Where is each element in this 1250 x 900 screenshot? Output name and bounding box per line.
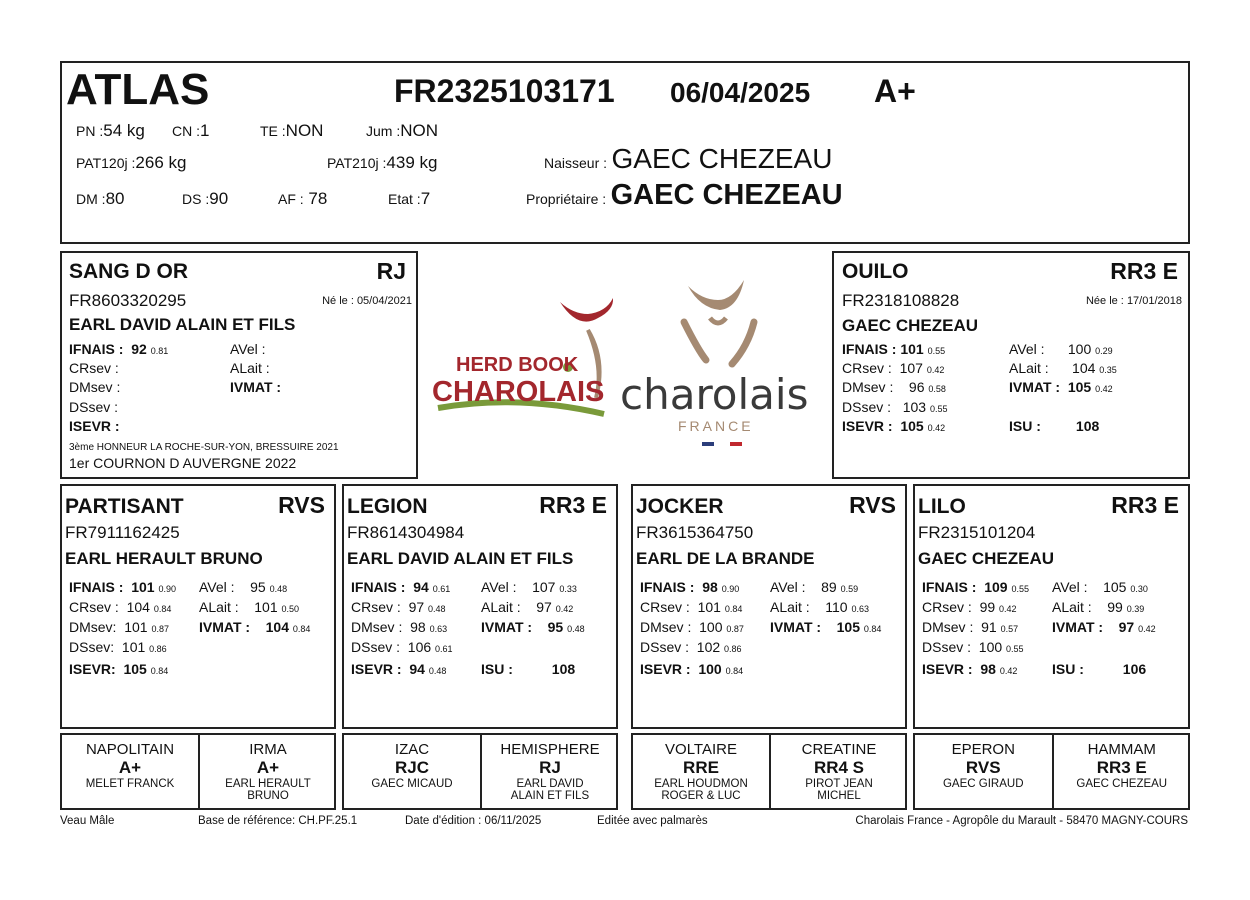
pat210-field: PAT210j :439 kg [327, 153, 438, 172]
grandparent-name: LEGION [347, 495, 428, 518]
charolais-word: charolais [620, 370, 809, 419]
grandparent-card [342, 484, 618, 729]
sire-alait: ALait : [230, 360, 270, 376]
great-grandparent-name: HEMISPHERE [500, 741, 600, 758]
great-grandparent-owner: GAEC CHEZEAU [1076, 778, 1168, 790]
footer-palmares: Editée avec palmarès [597, 815, 708, 827]
great-grandparent-owner: GAEC GIRAUD [942, 778, 1024, 790]
sire-birth: Né le : 05/04/2021 [322, 295, 412, 307]
pat120-field: PAT120j :266 kg [76, 153, 187, 172]
great-grandparent-name: EPERON [951, 741, 1015, 758]
grandparent-rank: RR3 E [539, 492, 607, 518]
grandparent-owner: EARL HERAULT BRUNO [65, 549, 263, 568]
grandparent-isevr: ISEVR : 98 0.42 [922, 661, 1018, 677]
grandparent-ifnais: IFNAIS : 101 0.90 [69, 579, 177, 595]
pn-field: PN :54 kg [76, 121, 145, 140]
great-grandparent [915, 741, 1052, 790]
grandparent-ivmat: IVMAT : 105 0.84 [770, 619, 882, 635]
great-grandparent-name: VOLTAIRE [665, 741, 737, 758]
great-grandparent [200, 741, 336, 802]
great-grandparent [482, 741, 618, 802]
great-grandparent-owner-2: MICHEL [817, 790, 861, 802]
france-word: FRANCE [678, 418, 754, 434]
grandparent-id: FR3615364750 [636, 523, 754, 542]
great-grandparent-rank: RR3 E [1096, 758, 1147, 777]
grandparent-card [631, 484, 907, 729]
dam-isevr: ISEVR : 105 0.42 [842, 418, 946, 434]
grandparent-isu: ISU : 108 [481, 661, 576, 677]
grandparent-alait: ALait : 110 0.63 [770, 599, 870, 615]
great-grandparent-owner: EARL DAVID [516, 778, 584, 790]
grandparent-avel: AVel : 95 0.48 [199, 579, 288, 595]
grandparent-isu: ISU : 106 [1052, 661, 1147, 677]
dam-crsev: CRsev : 107 0.42 [842, 360, 945, 376]
sire-palmares-2: 1er COURNON D AUVERGNE 2022 [69, 455, 297, 471]
dam-isu: ISU : 108 [1009, 418, 1100, 434]
grandparent-ivmat: IVMAT : 95 0.48 [481, 619, 585, 635]
charolais-france-logo [620, 278, 825, 453]
herd-book-logo [428, 290, 623, 425]
great-grandparent-rank: RJ [539, 758, 561, 777]
grandparent-dmsev: DMsev : 100 0.87 [640, 619, 744, 635]
grandparent-name: LILO [918, 495, 966, 518]
grandparent-isevr: ISEVR: 105 0.84 [69, 661, 169, 677]
animal-birth-date: 06/04/2025 [670, 77, 811, 108]
grandparent-id: FR7911162425 [65, 523, 180, 542]
dam-ivmat: IVMAT : 105 0.42 [1009, 379, 1113, 395]
footer-base: Base de référence: CH.PF.25.1 [198, 815, 358, 827]
grandparent-card [913, 484, 1190, 729]
grandparent-id: FR8614304984 [347, 523, 465, 542]
grandparent-avel: AVel : 105 0.30 [1052, 579, 1148, 595]
dam-dssev: DSsev : 103 0.55 [842, 399, 948, 415]
sire-name: SANG D OR [69, 260, 189, 283]
great-grandparent-name: NAPOLITAIN [85, 741, 175, 758]
sire-id: FR8603320295 [69, 291, 187, 310]
animal-grade: A+ [874, 73, 916, 109]
great-grandparent [62, 741, 198, 790]
cn-field: CN :1 [172, 121, 210, 140]
great-grandparent-name: CREATINE [801, 741, 877, 758]
great-grandparent-name: IZAC [394, 741, 430, 758]
grandparent-dssev: DSsev : 100 0.55 [922, 639, 1024, 655]
grandparent-dmsev: DMsev : 98 0.63 [351, 619, 448, 635]
jum-field: Jum :NON [366, 121, 439, 140]
proprietaire-field: Propriétaire : GAEC CHEZEAU [526, 179, 843, 211]
great-grandparent-owner-2: BRUNO [247, 790, 289, 802]
animal-id: FR2325103171 [394, 73, 615, 109]
great-grandparent-rank: A+ [256, 758, 280, 777]
great-grandparent-group [60, 733, 336, 810]
grandparent-crsev: CRsev : 101 0.84 [640, 599, 743, 615]
sire-avel: AVel : [230, 341, 266, 357]
dam-rank: RR3 E [1110, 258, 1178, 284]
grandparent-dssev: DSsev : 102 0.86 [640, 639, 742, 655]
great-grandparent-owner: MELET FRANCK [85, 778, 175, 790]
dam-ifnais: IFNAIS : 101 0.55 [842, 341, 946, 357]
animal-header [60, 61, 1190, 244]
great-grandparent [1054, 741, 1191, 790]
dm-field: DM :80 [76, 189, 125, 208]
charolais-herdbook-text: CHAROLAIS [432, 376, 605, 408]
animal-name: ATLAS [66, 65, 210, 114]
af-field: AF : 78 [278, 189, 328, 208]
grandparent-isevr: ISEVR : 94 0.48 [351, 661, 447, 677]
sire-palmares-1: 3ème HONNEUR LA ROCHE-SUR-YON, BRESSUIRE 2021 [69, 442, 339, 453]
grandparent-ivmat: IVMAT : 104 0.84 [199, 619, 311, 635]
grandparent-alait: ALait : 97 0.42 [481, 599, 574, 615]
great-grandparent-rank: A+ [118, 758, 142, 777]
grandparent-isevr: ISEVR : 100 0.84 [640, 661, 744, 677]
te-field: TE :NON [260, 121, 324, 140]
grandparent-dssev: DSsev : 106 0.61 [351, 639, 453, 655]
grandparent-alait: ALait : 101 0.50 [199, 599, 300, 615]
sire-ifnais: IFNAIS : 92 0.81 [69, 341, 169, 357]
sire-owner: EARL DAVID ALAIN ET FILS [69, 315, 296, 334]
etat-field: Etat :7 [388, 189, 431, 208]
grandparent-ifnais: IFNAIS : 109 0.55 [922, 579, 1030, 595]
great-grandparent [633, 741, 769, 802]
grandparent-rank: RVS [278, 492, 325, 518]
grandparent-crsev: CRsev : 99 0.42 [922, 599, 1017, 615]
dam-birth: Née le : 17/01/2018 [1085, 295, 1182, 307]
grandparent-ivmat: IVMAT : 97 0.42 [1052, 619, 1156, 635]
great-grandparent-owner-2: ALAIN ET FILS [510, 790, 590, 802]
great-grandparent-owner: PIROT JEAN [805, 778, 873, 790]
grandparent-name: JOCKER [636, 495, 724, 518]
great-grandparent-group [631, 733, 907, 810]
grandparent-dmsev: DMsev: 101 0.87 [69, 619, 170, 635]
great-grandparent-owner: EARL HOUDMON [654, 778, 748, 790]
grandparent-ifnais: IFNAIS : 98 0.90 [640, 579, 740, 595]
great-grandparent-group [913, 733, 1190, 810]
footer-sex: Veau Mâle [60, 815, 115, 827]
great-grandparent [344, 741, 480, 790]
great-grandparent-rank: RR4 S [813, 758, 865, 777]
grandparent-id: FR2315101204 [918, 523, 1036, 542]
grandparent-avel: AVel : 89 0.59 [770, 579, 859, 595]
ds-field: DS :90 [182, 189, 229, 208]
dam-card [832, 251, 1190, 479]
grandparent-owner: EARL DAVID ALAIN ET FILS [347, 549, 574, 568]
sire-crsev: CRsev : [69, 360, 119, 376]
dam-owner: GAEC CHEZEAU [842, 316, 979, 335]
naisseur-field: Naisseur : GAEC CHEZEAU [544, 143, 833, 174]
grandparent-avel: AVel : 107 0.33 [481, 579, 577, 595]
grandparent-rank: RVS [849, 492, 896, 518]
great-grandparent [771, 741, 907, 802]
great-grandparent-rank: RVS [965, 758, 1001, 777]
sire-isevr: ISEVR : [69, 418, 120, 434]
grandparent-name: PARTISANT [65, 495, 184, 518]
dam-alait: ALait : 104 0.35 [1009, 360, 1117, 376]
grandparent-dmsev: DMsev : 91 0.57 [922, 619, 1019, 635]
great-grandparent-name: IRMA [249, 741, 287, 758]
grandparent-alait: ALait : 99 0.39 [1052, 599, 1145, 615]
grandparent-ifnais: IFNAIS : 94 0.61 [351, 579, 451, 595]
dam-name: OUILO [842, 260, 909, 283]
dam-id: FR2318108828 [842, 291, 960, 310]
footer-address: Charolais France - Agropôle du Marault - 58470 MAGNY-COURS [855, 815, 1188, 827]
grandparent-owner: GAEC CHEZEAU [918, 549, 1055, 568]
grandparent-dssev: DSsev: 101 0.86 [69, 639, 167, 655]
sire-card [60, 251, 418, 479]
great-grandparent-owner: EARL HERAULT [225, 778, 311, 790]
herd-book-text: HERD BOOK [456, 354, 579, 376]
grandparent-rank: RR3 E [1111, 492, 1179, 518]
great-grandparent-owner: GAEC MICAUD [371, 778, 453, 790]
sire-rank: RJ [376, 258, 406, 284]
dam-dmsev: DMsev : 96 0.58 [842, 379, 946, 395]
great-grandparent-name: HAMMAM [1087, 741, 1156, 758]
sire-dmsev: DMsev : [69, 379, 121, 395]
dam-avel: AVel : 100 0.29 [1009, 341, 1113, 357]
great-grandparent-rank: RRE [683, 758, 719, 777]
great-grandparent-group [342, 733, 618, 810]
grandparent-crsev: CRsev : 104 0.84 [69, 599, 172, 615]
grandparent-card [60, 484, 336, 729]
grandparent-crsev: CRsev : 97 0.48 [351, 599, 446, 615]
great-grandparent-owner-2: ROGER & LUC [661, 790, 741, 802]
sire-ivmat: IVMAT : [230, 379, 282, 395]
great-grandparent-rank: RJC [394, 758, 429, 777]
sire-dssev: DSsev : [69, 399, 119, 415]
footer-edition-date: Date d'édition : 06/11/2025 [405, 815, 542, 827]
grandparent-owner: EARL DE LA BRANDE [636, 549, 815, 568]
